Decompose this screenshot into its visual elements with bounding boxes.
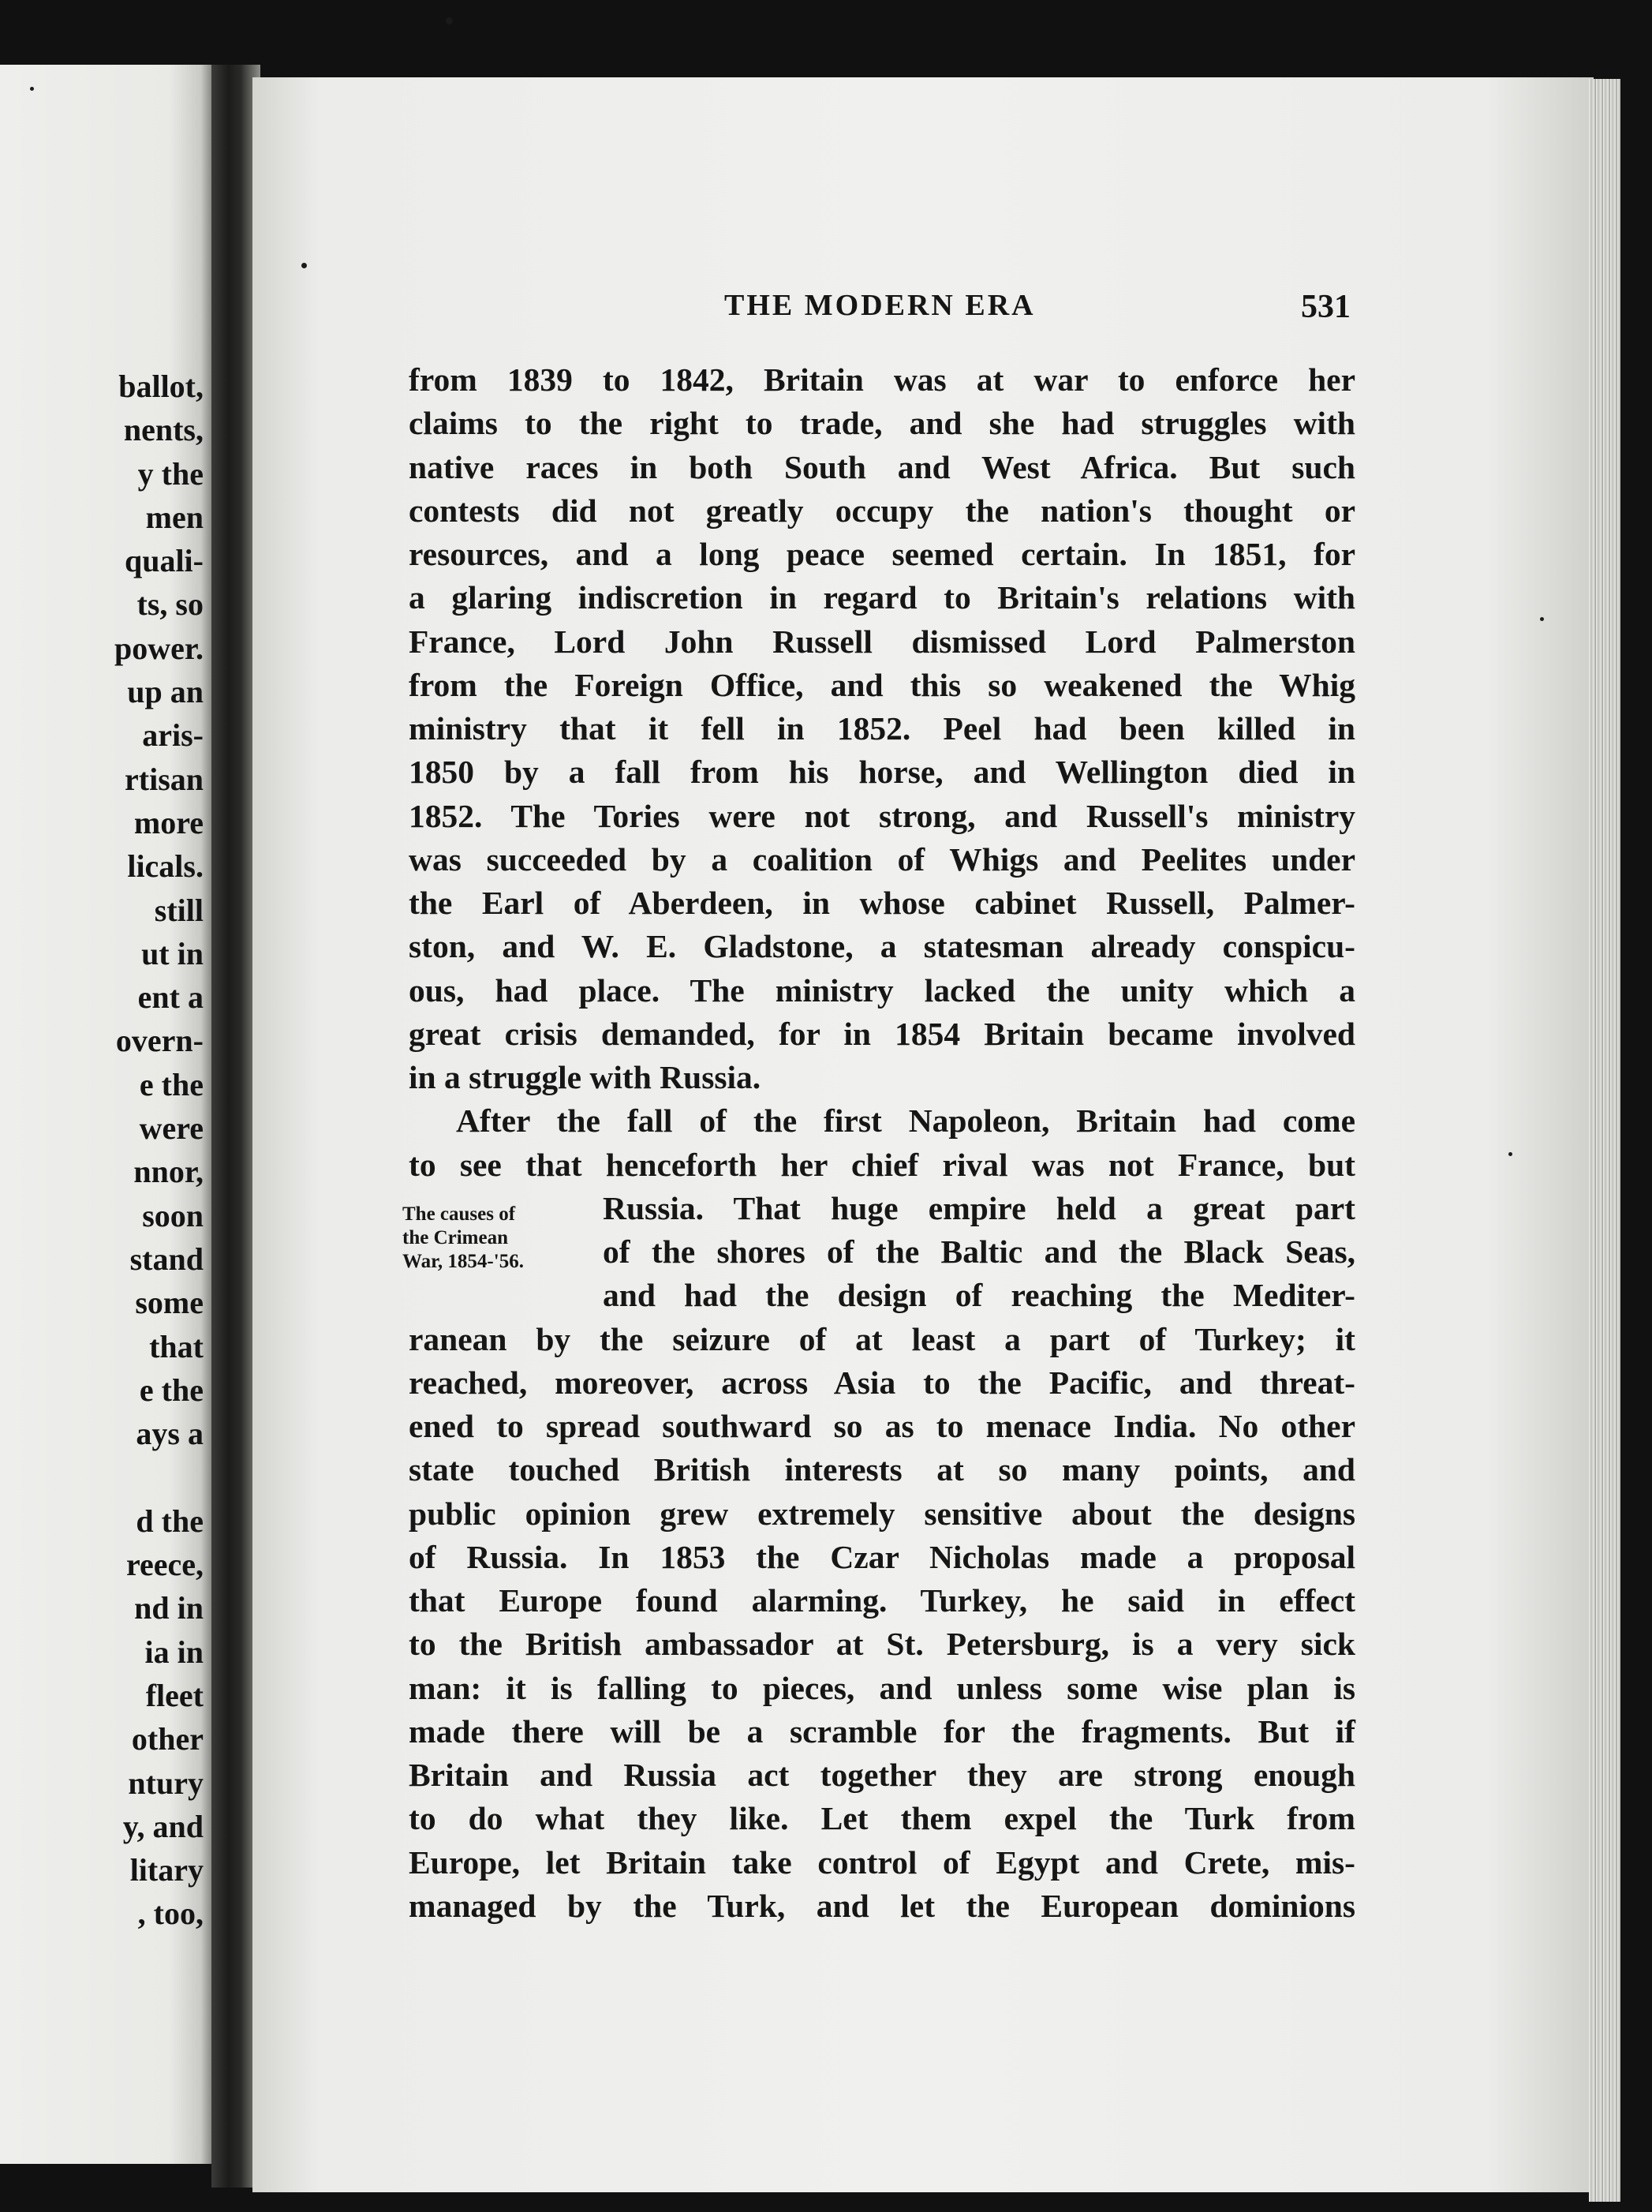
left-line: licals. [127, 848, 204, 885]
left-line: ent a [137, 979, 204, 1016]
text-line: ministry that it fell in 1852. Peel had been killed in [409, 710, 1355, 747]
left-line: other [131, 1721, 204, 1757]
left-line: still [154, 892, 204, 928]
left-line: fleet [145, 1677, 204, 1713]
left-line: e the [139, 1066, 204, 1102]
text-line: native races in both South and West Africa. But such [409, 448, 1355, 485]
left-page-fragment [0, 65, 211, 2164]
text-line: from 1839 to 1842, Britain was at war to enforce her [409, 361, 1355, 398]
left-line: that [149, 1328, 204, 1364]
left-line: ts, so [136, 586, 204, 623]
left-line-blank [114, 1455, 204, 1499]
text-line: man: it is falling to pieces, and unless some wise plan is [409, 1669, 1355, 1706]
text-line: resources, and a long peace seemed certain. In 1851, for [409, 536, 1355, 572]
left-line: power. [114, 630, 204, 666]
text-line: to do what they like. Let them expel the Turk from [409, 1800, 1355, 1837]
left-line: litary [129, 1852, 204, 1888]
marginal-note [402, 1203, 524, 1274]
text-line: that Europe found alarming. Turkey, he said in effect [409, 1582, 1355, 1619]
text-line: reached, moreover, across Asia to the Pacific, and threat- [409, 1364, 1355, 1401]
page-edge [1589, 79, 1620, 2202]
text-line: claims to the right to trade, and she had struggles with [409, 405, 1355, 442]
text-line: was succeeded by a coalition of Whigs and Peelites under [409, 840, 1355, 878]
text-line: ous, had place. The ministry lacked the unity which a [409, 971, 1355, 1009]
marginal-note-line: War, 1854-'56. [402, 1251, 524, 1272]
text-line: to the British ambassador at St. Petersburg, is a very sick [409, 1626, 1355, 1663]
left-line: nd in [134, 1590, 204, 1626]
left-line: rtisan [125, 761, 204, 797]
text-line: 1852. The Tories were not strong, and Russell's ministry [409, 797, 1355, 834]
left-line: stand [129, 1241, 204, 1277]
left-line: , too, [137, 1896, 204, 1932]
left-line: were [139, 1110, 204, 1147]
text-line: the Earl of Aberdeen, in whose cabinet Russell, Palmer- [409, 885, 1355, 921]
text-line: managed by the Turk, and let the European dominions [409, 1887, 1355, 1924]
text-line: 1850 by a fall from his horse, and Wellington died in [409, 754, 1355, 791]
marginal-note-line: the Crimean [402, 1227, 508, 1248]
left-line: up an [127, 674, 204, 710]
running-head: THE MODERN ERA [724, 289, 1036, 322]
text-line: and had the design of reaching the Mediter- [603, 1277, 1355, 1314]
left-line: ntury [128, 1765, 204, 1801]
text-line: Britain and Russia act together they are strong enough [409, 1757, 1355, 1793]
left-line: overn- [115, 1023, 204, 1059]
left-line: d the [136, 1503, 204, 1539]
dust-speck [30, 87, 34, 91]
text-line: ened to spread southward so as to menace India. No other [409, 1408, 1355, 1444]
dust-speck [301, 263, 307, 268]
text-line: great crisis demanded, for in 1854 Britain became involved [409, 1015, 1355, 1052]
left-line: soon [142, 1197, 204, 1233]
left-page-text [114, 365, 204, 1936]
text-line: to see that henceforth her chief rival was not France, but [409, 1146, 1355, 1183]
left-line: some [135, 1285, 204, 1321]
text-line: After the fall of the first Napoleon, Britain had come [456, 1102, 1355, 1140]
left-line: y, and [122, 1808, 204, 1844]
text-line: from the Foreign Office, and this so weakened the Whig [409, 666, 1355, 703]
text-line: of Russia. In 1853 the Czar Nicholas made a proposal [409, 1538, 1355, 1575]
left-line: men [145, 499, 204, 535]
text-line: Europe, let Britain take control of Egypt and Crete, mis- [409, 1843, 1355, 1881]
text-line: of the shores of the Baltic and the Black Seas, [603, 1233, 1355, 1270]
marginal-note-line: The causes of [402, 1203, 516, 1225]
page-header [710, 288, 1357, 335]
text-line: contests did not greatly occupy the nation's thought or [409, 492, 1355, 529]
dust-speck [1508, 1152, 1512, 1156]
text-line: made there will be a scramble for the fragments. But if [409, 1712, 1355, 1750]
left-line: nents, [123, 412, 204, 448]
text-line: ranean by the seizure of at least a part of Turkey; it [409, 1320, 1355, 1357]
left-line: ia in [144, 1634, 204, 1670]
text-line: state touched British interests at so many points, and [409, 1451, 1355, 1488]
left-line: nnor, [133, 1154, 204, 1190]
text-line: in a struggle with Russia. [409, 1059, 761, 1095]
text-line: a glaring indiscretion in regard to Britain's relations with [409, 579, 1355, 616]
left-line: ut in [141, 935, 204, 971]
body-text [409, 358, 1355, 1928]
left-line: quali- [124, 543, 204, 579]
text-line: France, Lord John Russell dismissed Lord Palmerston [409, 623, 1355, 660]
left-line: ays a [136, 1416, 204, 1452]
left-line: y the [137, 455, 204, 492]
dust-speck [446, 17, 453, 24]
left-line: more [133, 804, 204, 840]
left-line: ballot, [118, 369, 204, 404]
page-number: 531 [1301, 289, 1351, 325]
text-line: Russia. That huge empire held a great part [603, 1189, 1355, 1226]
text-line: ston, and W. E. Gladstone, a statesman already conspicu- [409, 928, 1355, 965]
left-line: e the [139, 1372, 204, 1408]
text-line: public opinion grew extremely sensitive about the designs [409, 1495, 1355, 1532]
left-line: aris- [142, 717, 204, 754]
left-line: reece, [125, 1547, 204, 1583]
dust-speck [1540, 617, 1544, 621]
